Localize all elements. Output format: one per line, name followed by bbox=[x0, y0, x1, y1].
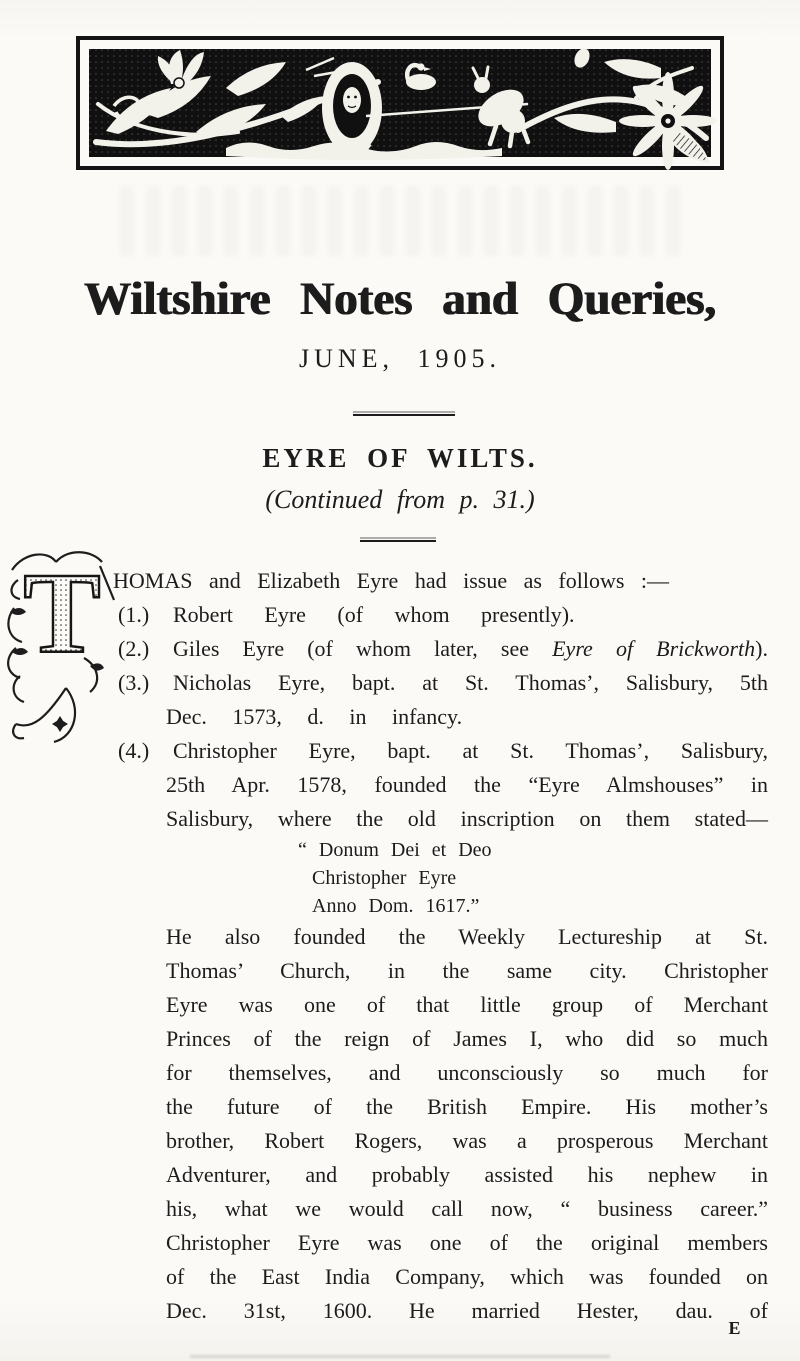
paragraph-line: the future of the British Empire. His mother’s bbox=[166, 1094, 768, 1119]
list-item-2-text: Giles Eyre (of whom later, see bbox=[173, 636, 553, 661]
scan-edge-artifact bbox=[190, 1355, 610, 1358]
scan-bleed-through bbox=[120, 186, 680, 256]
list-item-4-line3: Salisbury, where the old inscription on them stated— bbox=[166, 806, 768, 831]
paragraph-line: Dec. 31st, 1600. He married Hester, dau. of bbox=[166, 1298, 768, 1323]
list-item-4-line2: 25th Apr. 1578, founded the “Eyre Almshouses” in bbox=[166, 772, 768, 797]
list-item-3-number: (3.) bbox=[118, 670, 150, 695]
inscription-line-3: Anno Dom. 1617.” bbox=[312, 895, 480, 917]
paragraph-line: Eyre was one of that little group of Merchant bbox=[166, 992, 768, 1017]
paragraph-line: brother, Robert Rogers, was a prosperous Merchant bbox=[166, 1128, 768, 1153]
article-heading: EYRE OF WILTS. bbox=[262, 443, 538, 473]
paragraph-line: Christopher Eyre was one of the original members bbox=[166, 1230, 768, 1255]
list-item-3-line1: Nicholas Eyre, bapt. at St. Thomas’, Salisbury, 5th bbox=[173, 670, 768, 695]
cartouche-face-icon bbox=[322, 62, 382, 154]
issue-date: JUNE, 1905. bbox=[298, 344, 502, 373]
continued-note: (Continued from p. 31.) bbox=[265, 485, 535, 514]
list-item-2-italic: Eyre of Brickworth bbox=[552, 636, 756, 661]
paragraph-line: Thomas’ Church, in the same city. Christopher bbox=[166, 958, 768, 983]
paragraph-line: Adventurer, and probably assisted his nephew in bbox=[166, 1162, 768, 1187]
divider-rule-bottom bbox=[360, 540, 436, 542]
list-item-1-number: (1.) bbox=[118, 602, 150, 627]
list-item-3 bbox=[118, 666, 768, 700]
opening-line: HOMAS and Elizabeth Eyre had issue as follows :— bbox=[113, 568, 670, 593]
list-item-1-text: Robert Eyre (of whom presently). bbox=[173, 602, 575, 627]
list-item-4-number: (4.) bbox=[118, 738, 150, 763]
paragraph-line: his, what we would call now, “ business career.” bbox=[166, 1196, 768, 1221]
paragraph-line: He also founded the Weekly Lectureship at St. bbox=[166, 924, 768, 949]
headpiece-engraving bbox=[76, 36, 724, 170]
drop-cap-letter: T bbox=[23, 550, 101, 678]
list-item-4-line1: Christopher Eyre, bapt. at St. Thomas’, Salisbury, bbox=[173, 738, 768, 763]
flower-right-icon bbox=[619, 72, 717, 170]
masthead-title: Wiltshire Notes and Queries, bbox=[84, 273, 716, 325]
list-item-1 bbox=[118, 598, 768, 632]
almshouse-inscription bbox=[298, 836, 800, 920]
inscription-line-1: “ Donum Dei et Deo bbox=[298, 839, 492, 861]
paragraph-line: for themselves, and unconsciously so much for bbox=[166, 1060, 768, 1085]
list-item-4 bbox=[118, 734, 768, 768]
divider-rule-top bbox=[353, 414, 455, 416]
headpiece-engraving-icon bbox=[76, 36, 724, 170]
list-item-2-suffix: ). bbox=[755, 636, 768, 661]
list-item-2 bbox=[118, 632, 768, 666]
main-paragraph bbox=[0, 920, 800, 1328]
paragraph-line: of the East India Company, which was founded on bbox=[166, 1264, 768, 1289]
inscription-line-2: Christopher Eyre bbox=[312, 867, 457, 889]
list-item-2-number: (2.) bbox=[118, 636, 150, 661]
signature-mark: E bbox=[728, 1318, 742, 1338]
article-body bbox=[0, 564, 800, 1328]
list-item-3-line2: Dec. 1573, d. in infancy. bbox=[166, 704, 463, 729]
paragraph-line: Princes of the reign of James I, who did so much bbox=[166, 1026, 768, 1051]
